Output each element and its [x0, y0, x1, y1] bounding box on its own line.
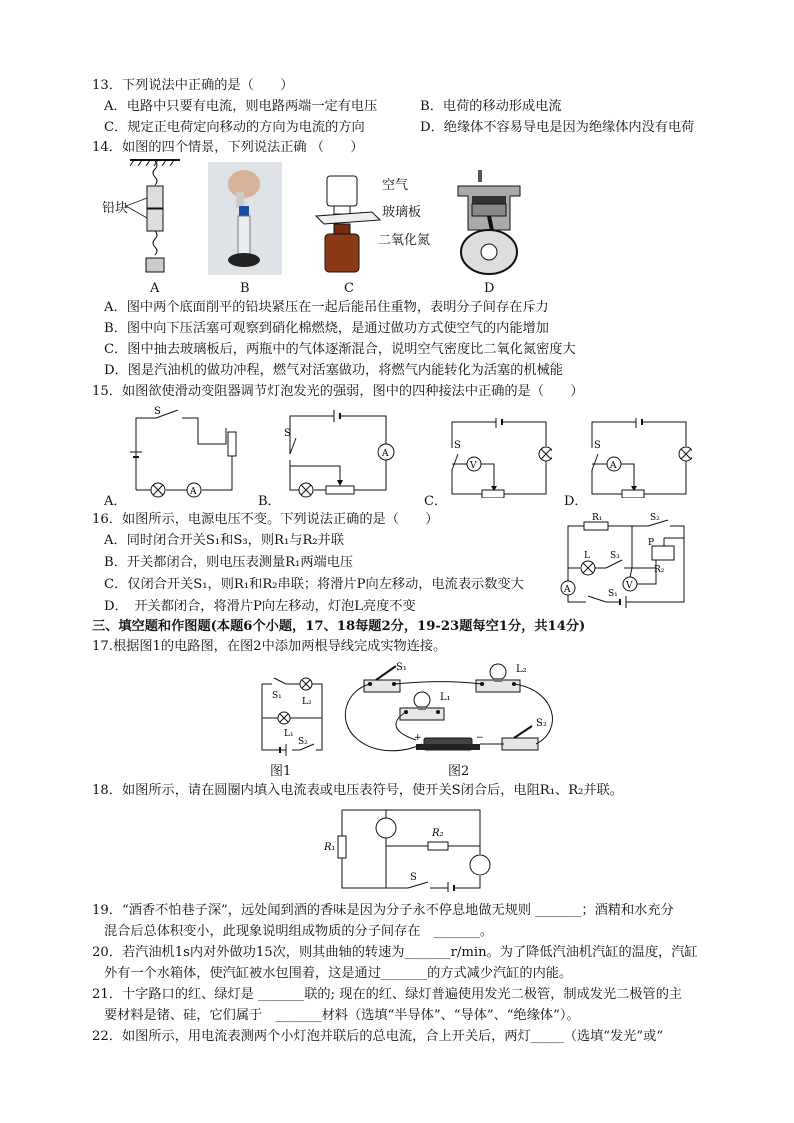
q15-stem: 15．如图欲使滑动变阻器调节灯泡发光的强弱，图中的四种接法中正确的是（ ） [92, 384, 584, 399]
svg-text:V: V [470, 461, 477, 471]
svg-text:−: − [476, 733, 484, 743]
svg-text:L₁: L₁ [440, 692, 451, 703]
q13-stem: 13．下列说法中正确的是（ ） [92, 78, 294, 93]
svg-text:S: S [284, 428, 291, 439]
section-3-heading: 三、填空题和作图题(本题6个小题，17、18每题2分，19-23题每空1分，共14分) [92, 619, 586, 634]
q14-label-b: B [240, 281, 250, 296]
q20-line-2: 外有一个水箱体，使汽缸被水包围着，这是通过_______的方式减少汽缸的内能。 [104, 966, 573, 981]
svg-text:S: S [594, 440, 601, 451]
q14-label-a: A [150, 281, 160, 296]
q18-circuit [324, 806, 492, 892]
q13-option-a: A．电路中只要有电流，则电路两端一定有电压 [104, 99, 378, 114]
q14-option-d: D．图是汽油机的做功冲程，燃气对活塞做功，将燃气内能转化为活塞的机械能 [104, 363, 563, 378]
q16-option-d: D． 开关都闭合，将滑片P向左移动，灯泡L亮度不变 [104, 599, 416, 614]
q22-line-1: 22．如图所示，用电流表测两个小灯泡并联后的总电流，合上开关后，两灯_____（选填“发光”或“ [92, 1029, 664, 1044]
q20-line-1: 20．若汽油机1s内对外做功15次，则其曲轴的转速为_______r/min。为了降低汽油机汽缸的温度，汽缸 [92, 945, 698, 960]
q19-line-2: 混合后总体积变小，此现象说明组成物质的分子间存在 _______。 [104, 924, 494, 939]
q15-label-a: A． [104, 494, 127, 509]
svg-text:S₂: S₂ [650, 513, 660, 523]
q13-option-d: D．绝缘体不容易导电是因为绝缘体内没有电荷 [420, 120, 695, 135]
q14-option-a: A．图中两个底面削平的铅块紧压在一起后能吊住重物，表明分子间存在斥力 [104, 300, 549, 315]
q15-circuit-c [448, 418, 552, 498]
q14-figure-air-piston [208, 162, 282, 275]
svg-text:V: V [626, 581, 633, 591]
svg-text:A: A [610, 461, 617, 471]
svg-text:R₂: R₂ [654, 565, 665, 575]
air-label: 空气 [382, 178, 409, 193]
q13-option-b: B．电荷的移动形成电流 [420, 99, 562, 114]
q18-stem: 18．如图所示，请在圆圈内填入电流表或电压表符号，使开关S闭合后，电阻R₁、R₂并联。 [92, 783, 623, 798]
q16-option-b: B．开关都闭合，则电压表测量R₁两端电压 [104, 555, 354, 570]
lead-label: 铅块 [102, 201, 129, 216]
q14-option-b: B．图中向下压活塞可观察到硝化棉燃烧，是通过做功方式使空气的内能增加 [104, 321, 549, 336]
svg-text:S₁: S₁ [396, 662, 407, 673]
q16-option-a: A．同时闭合开关S₁和S₃，则R₁与R₂并联 [104, 533, 345, 548]
svg-text:S₂: S₂ [536, 718, 547, 729]
q15-circuit-b [282, 404, 402, 500]
q14-figure-engine [448, 168, 530, 278]
svg-text:L₂: L₂ [516, 664, 527, 675]
q15-circuit-a [128, 404, 244, 500]
svg-text:R₁: R₁ [592, 513, 603, 523]
svg-text:S: S [410, 872, 417, 883]
svg-text:S: S [454, 440, 461, 451]
q17-physical-circuit [336, 660, 566, 760]
svg-text:A: A [190, 487, 197, 497]
svg-text:A: A [382, 449, 389, 459]
q21-line-2: 要材料是锗、硅，它们属于 _______材料（选填“半导体”、“导体”、“绝缘体”）。 [104, 1008, 580, 1023]
q16-option-c: C．仅闭合开关S₁，则R₁和R₂串联；将滑片P向左移动，电流表示数变大 [104, 577, 524, 592]
figure-2-label: 图2 [448, 764, 470, 779]
q14-label-d: D [484, 281, 495, 296]
svg-text:S₁: S₁ [608, 589, 618, 599]
q15-label-d: D． [564, 494, 588, 509]
q14-label-c: C [344, 281, 354, 296]
q21-line-1: 21．十字路口的红、绿灯是 _______联的; 现在的红、绿灯普遍使用发光二极管，制成发光二极管的主 [92, 987, 683, 1002]
svg-text:L: L [584, 551, 590, 561]
q14-stem: 14．如图的四个情景，下列说法正确 （ ） [92, 140, 364, 155]
figure-1-label: 图1 [270, 764, 292, 779]
svg-text:+: + [414, 733, 422, 743]
svg-text:R₁: R₁ [324, 842, 336, 853]
svg-text:R₂: R₂ [432, 828, 444, 839]
q14-figure-lead-blocks [100, 158, 210, 286]
q15-label-b: B． [258, 494, 281, 509]
q17-circuit-diagram [256, 676, 326, 758]
q13-option-c: C．规定正电荷定向移动的方向为电流的方向 [104, 120, 365, 135]
svg-text:S₂: S₂ [298, 737, 308, 747]
no2-label: 二氧化氮 [378, 233, 431, 248]
svg-text:A: A [564, 585, 571, 595]
svg-text:P: P [648, 538, 655, 548]
glass-plate-label: 玻璃板 [382, 205, 422, 220]
q19-line-1: 19．“酒香不怕巷子深”，远处闻到酒的香味是因为分子永不停息地做无规则 _______；酒精和水充分 [92, 903, 674, 918]
q17-stem: 17.根据图1的电路图，在图2中添加两根导线完成实物连接。 [92, 639, 447, 654]
svg-text:S: S [154, 406, 161, 417]
svg-text:S₁: S₁ [272, 691, 282, 701]
q14-option-c: C．图中抽去玻璃板后，两瓶中的气体逐渐混合，说明空气密度比二氧化氮密度大 [104, 342, 576, 357]
svg-text:S₃: S₃ [610, 551, 620, 561]
q15-circuit-d [588, 418, 692, 498]
svg-text:L₁: L₁ [284, 729, 294, 739]
q16-stem: 16．如图所示，电源电压不变。下列说法正确的是（ ） [92, 512, 439, 527]
q14-figure-gas-bottles [310, 168, 390, 278]
q16-circuit [556, 512, 690, 608]
q15-label-c: C． [424, 494, 447, 509]
svg-text:L₂: L₂ [302, 697, 312, 707]
